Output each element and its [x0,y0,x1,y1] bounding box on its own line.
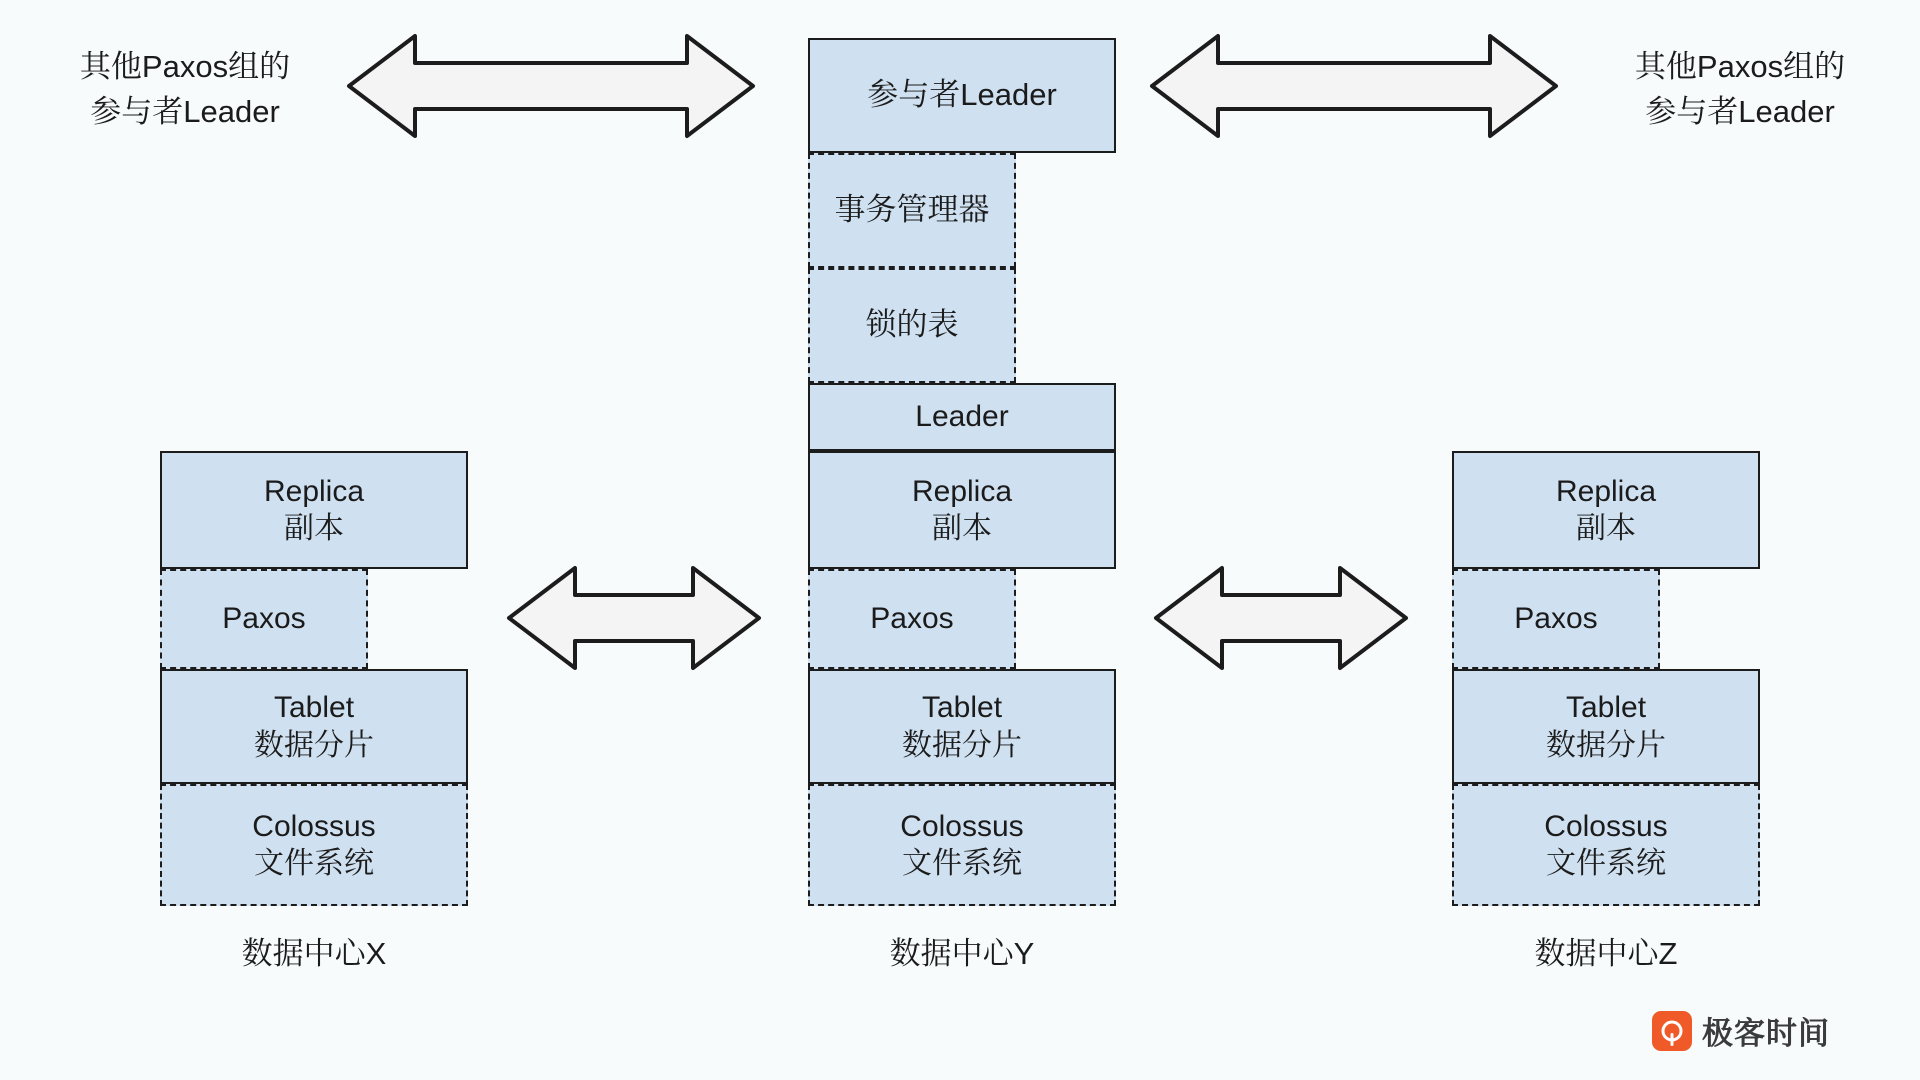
center-leader-label: Leader [915,400,1009,434]
center-colossus-label-cn: 文件系统 [902,847,1022,880]
datacenter-x-label [160,932,468,977]
watermark-text: 极客时间 [1702,1016,1830,1051]
datacenter-y-label [808,932,1116,977]
center-paxos-box [808,569,1016,669]
center-transaction-manager-box [808,153,1016,268]
watermark [1652,1008,1830,1053]
center-colossus-label-en: Colossus [900,809,1024,843]
arrow-right-middle-bidirectional [1152,562,1410,674]
center-leader-box [808,383,1116,451]
right-paxos-box [1452,569,1660,669]
left-tablet-label-en: Tablet [273,691,355,724]
center-paxos-label: Paxos [870,602,954,636]
center-transaction-manager-label: 事务管理器 [834,192,990,228]
right-colossus-box [1452,784,1760,906]
center-lock-table-label: 锁的表 [865,307,959,343]
center-replica-label-en: Replica [911,474,1013,508]
right-replica-box [1452,451,1760,569]
datacenter-y-text: 数据中心Y [889,936,1035,971]
left-paxos-label: Paxos [222,602,306,636]
arrow-right-top-bidirectional [1148,30,1560,142]
right-tablet-label-en: Tablet [1565,691,1647,724]
left-colossus-label-cn: 文件系统 [254,847,374,880]
center-colossus-box [808,784,1116,906]
center-participant-leader-box [808,38,1116,153]
datacenter-z-text: 数据中心Z [1534,936,1678,971]
right-replica-label-en: Replica [1555,474,1657,508]
center-tablet-label-en: Tablet [921,691,1003,724]
left-replica-label-en: Replica [263,474,365,508]
left-replica-label-cn: 副本 [284,512,344,545]
center-tablet-label-cn: 数据分片 [902,728,1022,762]
left-other-paxos-label [40,45,330,135]
right-replica-label-cn: 副本 [1576,512,1636,545]
left-replica-box [160,451,468,569]
datacenter-z-label [1452,932,1760,977]
left-colossus-box [160,784,468,906]
left-tablet-box [160,669,468,784]
arrow-left-top-bidirectional [345,30,757,142]
left-tablet-label-cn: 数据分片 [254,728,374,762]
right-colossus-label-cn: 文件系统 [1546,847,1666,880]
right-paxos-label: Paxos [1514,602,1598,636]
arrow-left-middle-bidirectional [505,562,763,674]
left-paxos-box [160,569,368,669]
center-lock-table-box [808,268,1016,383]
right-other-paxos-label [1590,45,1890,135]
center-participant-leader-label: 参与者Leader [867,77,1057,113]
right-colossus-label-en: Colossus [1544,809,1668,843]
right-tablet-label-cn: 数据分片 [1546,728,1666,762]
left-colossus-label-en: Colossus [252,809,376,843]
right-other-paxos-label-line2: 参与者Leader [1645,93,1835,129]
center-tablet-box [808,669,1116,784]
center-replica-box [808,451,1116,569]
datacenter-x-text: 数据中心X [241,936,387,971]
left-other-paxos-label-line2: 参与者Leader [90,93,280,129]
right-other-paxos-label-line1: 其他Paxos组的 [1634,49,1846,84]
center-replica-label-cn: 副本 [932,512,992,545]
right-tablet-box [1452,669,1760,784]
left-other-paxos-label-line1: 其他Paxos组的 [79,49,291,84]
geek-time-logo-icon [1652,1011,1692,1051]
